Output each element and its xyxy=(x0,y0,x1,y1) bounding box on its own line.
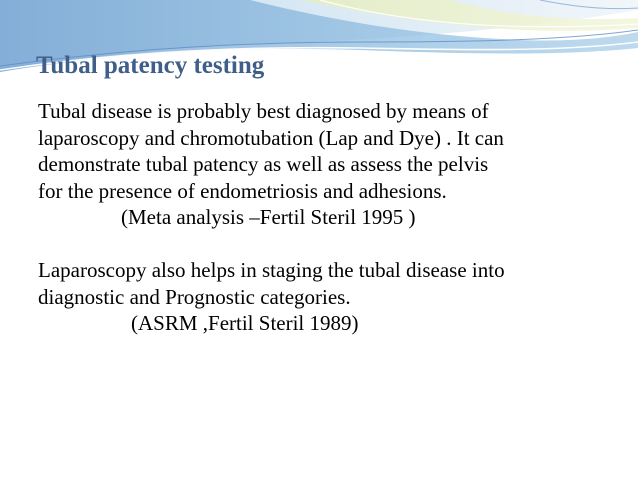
slide-body xyxy=(38,98,628,337)
body-line: laparoscopy and chromotubation (Lap and Dye) . It can xyxy=(38,125,504,150)
body-line: Laparoscopy also helps in staging the tubal disease into xyxy=(38,258,505,282)
body-line: for the presence of endometriosis and adhesions. xyxy=(38,178,447,203)
body-line: Tubal disease is probably best diagnosed by means of xyxy=(38,99,489,123)
citation-1: (Meta analysis –Fertil Steril 1995 ) xyxy=(121,205,416,229)
paragraph-1 xyxy=(38,98,628,231)
paragraph-2 xyxy=(38,257,628,337)
body-line: demonstrate tubal patency as well as assess the pelvis xyxy=(38,152,489,176)
citation-2: (ASRM ,Fertil Steril 1989) xyxy=(131,311,359,335)
body-line: diagnostic and Prognostic categories. xyxy=(38,284,351,309)
paragraph-spacer xyxy=(38,231,628,258)
slide-title: Tubal patency testing xyxy=(36,52,265,79)
